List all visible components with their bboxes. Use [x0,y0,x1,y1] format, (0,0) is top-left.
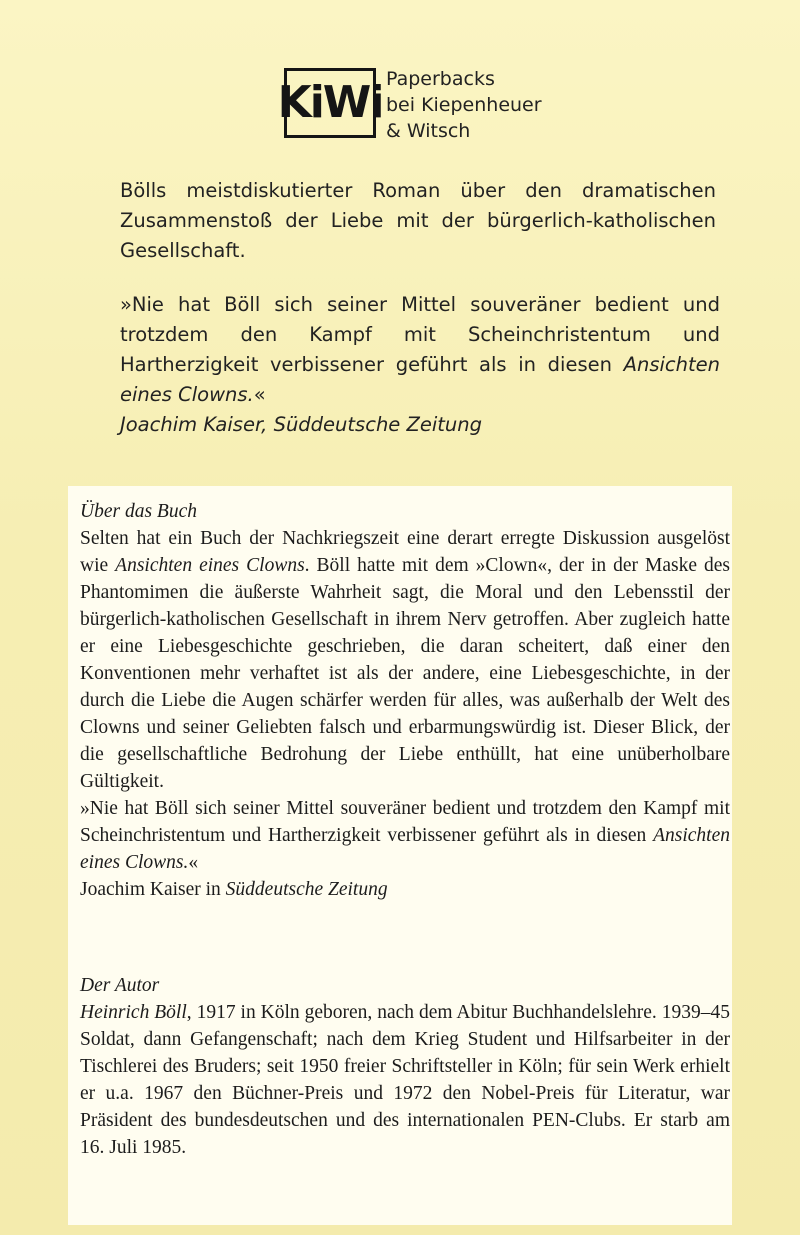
press-quote [120,290,720,440]
about-book-heading: Über das Buch [80,501,197,522]
publisher-logo [277,68,542,144]
about-book-source-name: Joachim Kaiser in [80,879,226,900]
publisher-line-3: & Witsch [386,120,471,142]
kiwi-logo-mark: KiWi [284,68,376,138]
about-book-text-1: Selten hat ein Buch der Nachkriegszeit eine derart erregte Diskussion ausgelöst wie [80,528,730,576]
quote-book-title: Ansichten eines Clowns. [120,353,720,406]
about-book-source-paper: Süddeutsche Zeitung [225,879,388,900]
publisher-line-1: Paperbacks [386,68,495,90]
about-author-section [80,972,730,1161]
blurb-text: Bölls meistdiskutierter Roman über den dramatischen Zusammenstoß der Liebe mit der bürgerlich-katholischen Gesellschaft. [120,179,716,262]
quote-source: Joachim Kaiser, Süddeutsche Zeitung [120,413,483,436]
about-book-section [80,498,730,903]
about-book-body [80,525,730,903]
about-book-quote-close: « [188,852,199,873]
about-book-title-ref: Ansichten eines Clowns [115,555,305,576]
about-author-heading: Der Autor [80,975,160,996]
about-book-text-2: . Böll hatte mit dem »Clown«, der in der Maske des Phantomimen die äußerste Wahrheit sagt, die Moral und den Lebensstil der bürgerlich-katholischen Gesellschaft in ihrem Nerv getroffen. Aber zugleich hatte er eine Liebesgeschichte geschrieben, die daran scheitert, daß einer den Konventionen mehr verhaftet ist als der andere, eine Liebesgeschichte, in der durch die Liebe die Augen schärfer werden für alles, was außerhalb der Welt des Clowns und seiner Geliebten falsch und erbarmungswürdig ist. Dieser Blick, der die gesellschaftliche Bedrohung der Liebe enthüllt, hat eine unüberholbare Gültigkeit. [80,555,731,792]
quote-close: « [253,383,266,406]
author-bio: , 1917 in Köln geboren, nach dem Abitur Buchhandelslehre. 1939–45 Soldat, dann Gefangenschaft; nach dem Krieg Student und Hilfsarbeiter in der Tischlerei des Bruders; seit 1950 freier Schriftsteller in Köln; für sein Werk erhielt er u.a. 1967 den Büchner-Preis und 1972 den Nobel-Preis für Literatur, war Präsident des bundesdeutschen und des internationalen PEN-Clubs. Er starb am 16. Juli 1985. [80,1002,730,1158]
quote-text: »Nie hat Böll sich seiner Mittel souveräner bedient und trotzdem den Kampf mit Scheinchristentum und Hartherzigkeit verbissener geführt als in diesen [120,293,720,376]
author-name: Heinrich Böll [80,1002,187,1023]
about-author-body [80,999,730,1161]
publisher-name [386,66,542,144]
publisher-line-2: bei Kiepenheuer [386,94,542,116]
about-book-quote: »Nie hat Böll sich seiner Mittel souveräner bedient und trotzdem den Kampf mit Scheinchristentum und Hartherzigkeit verbissener geführt als in diesen [80,798,730,846]
about-book-quote-title: Ansichten eines Clowns. [80,825,730,873]
